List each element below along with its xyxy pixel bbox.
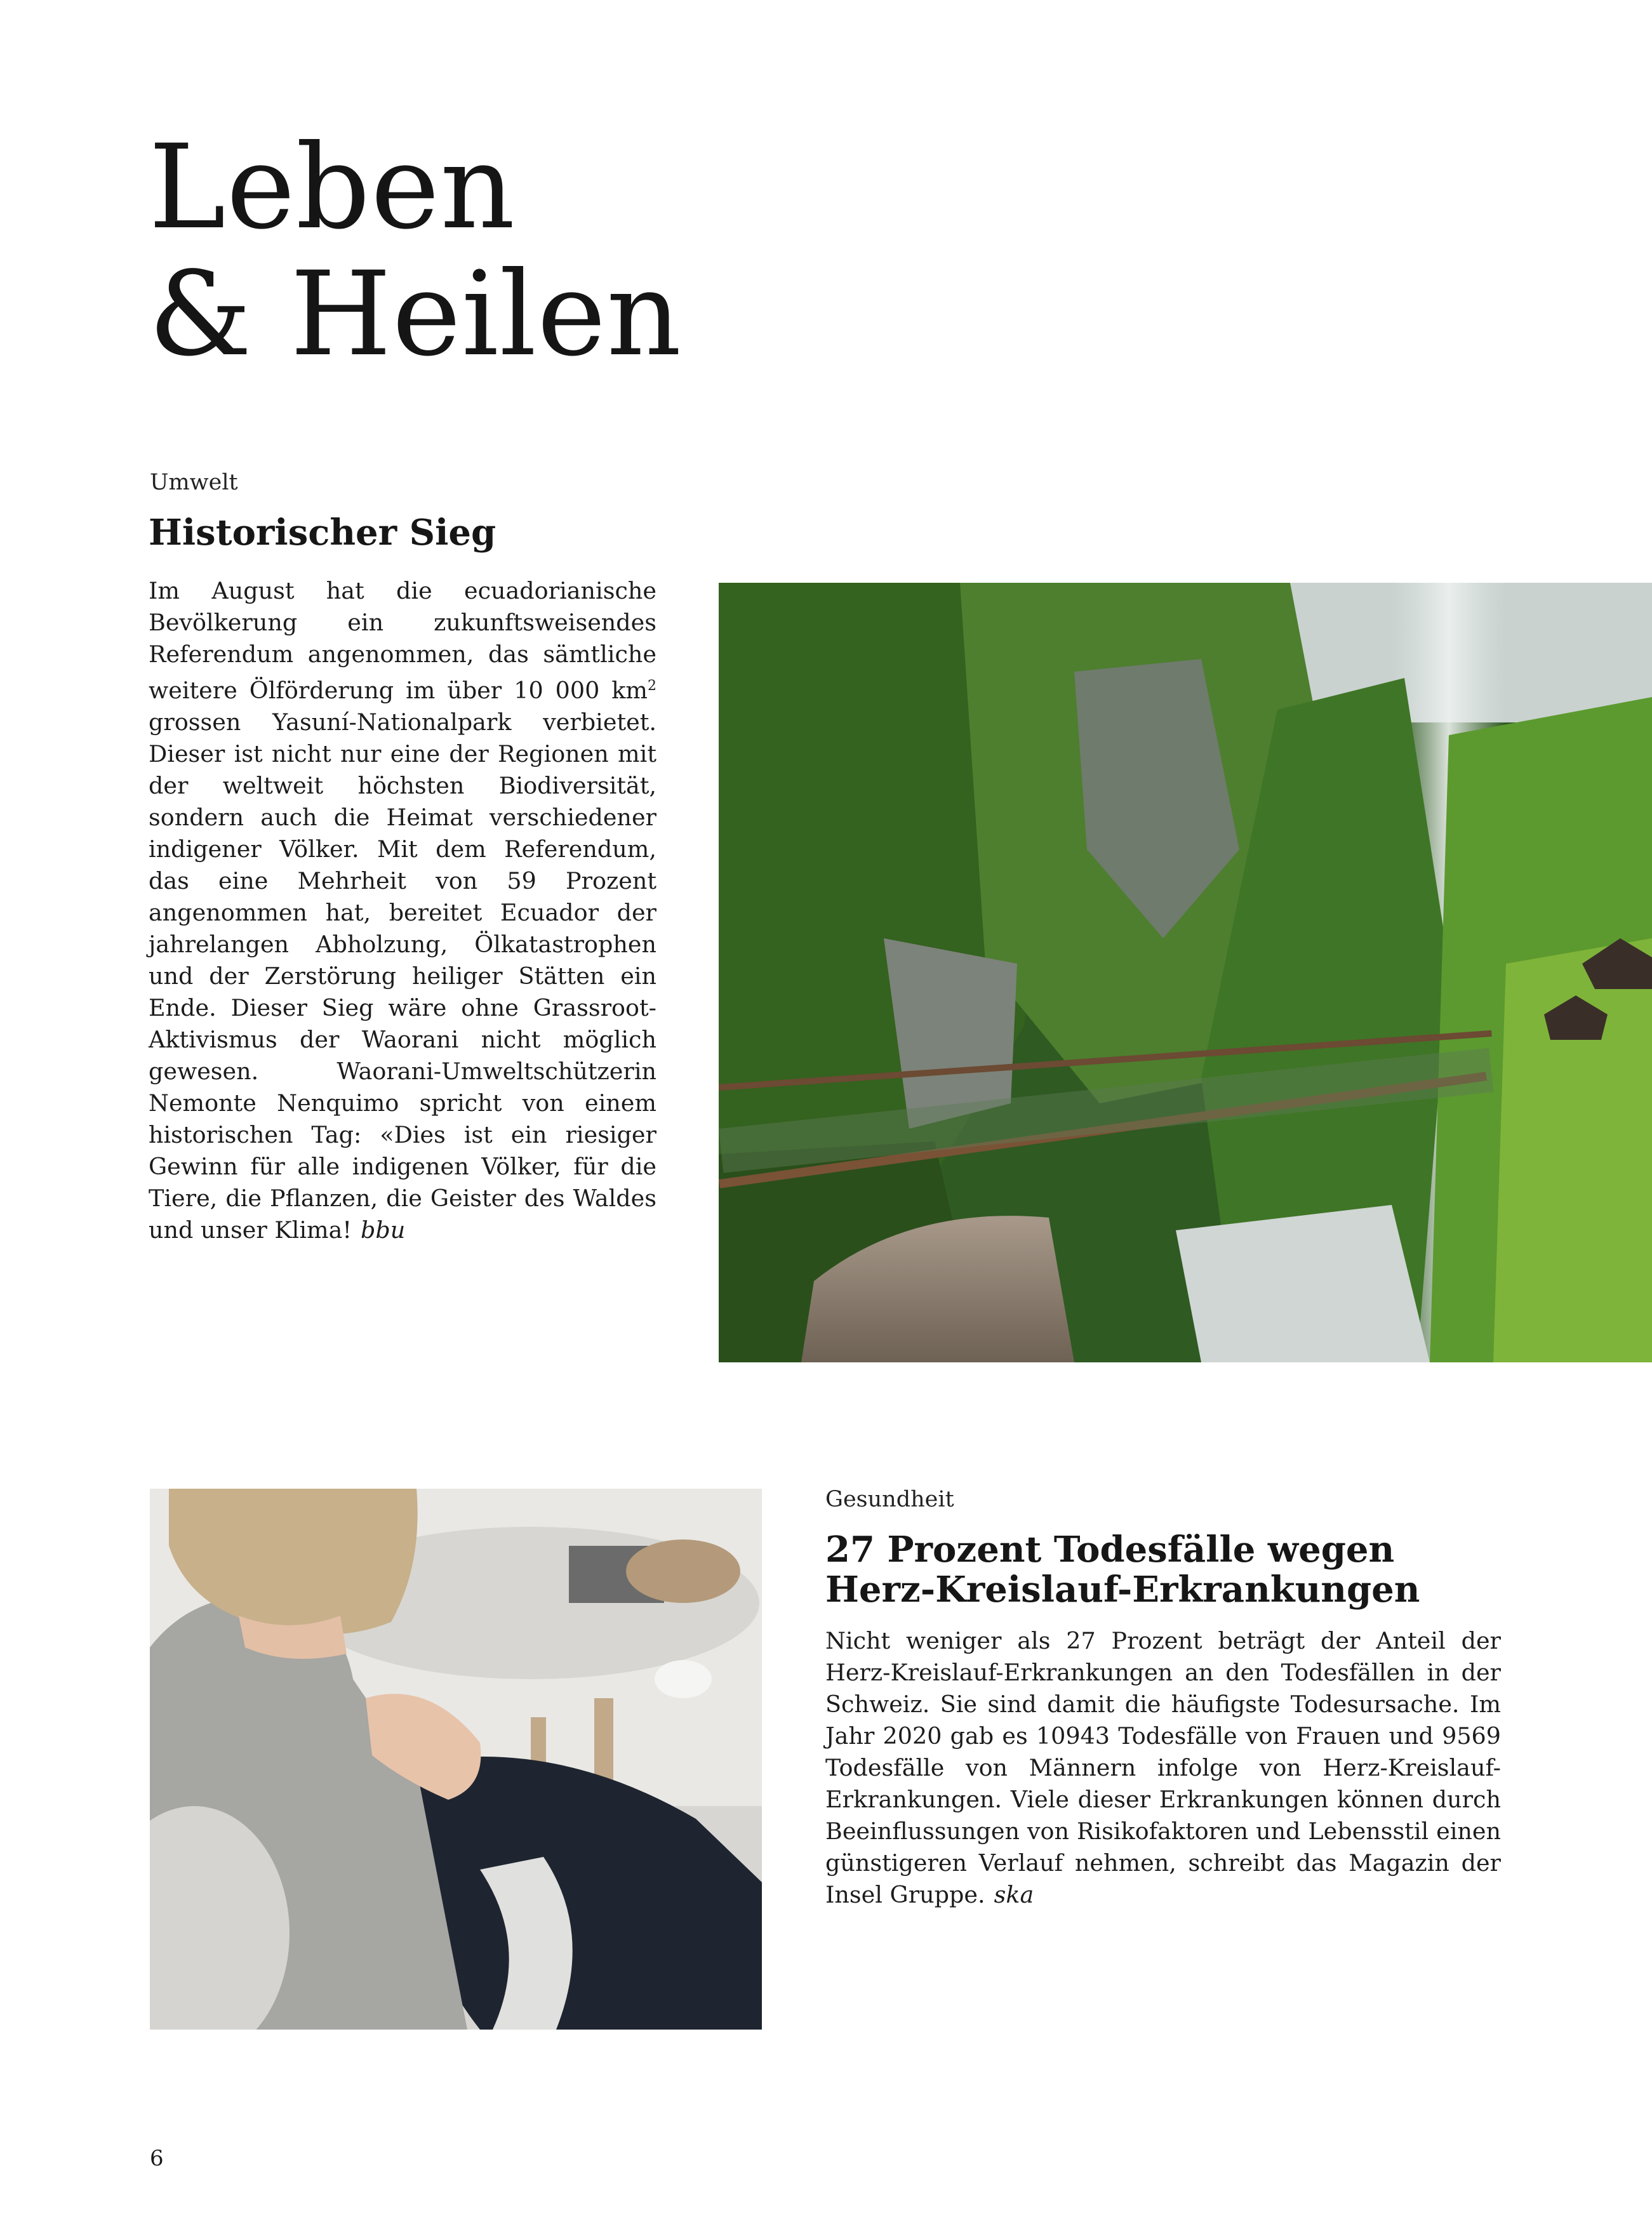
page-title	[149, 120, 847, 382]
article-1-headline: Historischer Sieg	[149, 512, 496, 554]
article-1-body-part-1: Im August hat die ecuadorianische Bevölkerung ein zukunftsweisendes Referendum angenommen, das sämtliche weitere Ölförderung im über 10 000 km	[149, 577, 656, 705]
article-2-headline	[825, 1530, 1524, 1610]
page-title-line-2: & Heilen	[149, 247, 683, 382]
article-2-headline-line-2: Herz-Kreislauf-Erkrankungen	[825, 1569, 1420, 1611]
article-1-rubric: Umwelt	[150, 470, 238, 495]
article-2-rubric: Gesundheit	[825, 1487, 954, 1512]
article-1-signature: bbu	[361, 1216, 406, 1244]
article-2-signature: ska	[994, 1881, 1034, 1908]
article-2-body-text: Nicht weniger als 27 Prozent beträgt der Anteil der Herz-Kreislauf-Erkrankungen an den Todesfällen in der Schweiz. Sie sind damit die häufigste Todesursache. Im Jahr 2020 gab es 10943 Todesfälle von Frauen und 9569 Todesfälle von Männern infolge von Herz-Kreislauf-Erkrankungen. Viele dieser Erkrankungen können durch Beeinflussungen von Risikofaktoren und Lebensstil einen günstigeren Verlauf nehmen, schreibt das Magazin der Insel Gruppe.	[825, 1627, 1501, 1908]
page-title-line-1: Leben	[149, 120, 516, 255]
woman-seated-photo	[150, 1489, 762, 2030]
rainforest-bridge-photo	[719, 583, 1652, 1362]
article-1-body-part-2: grossen Yasuní-Nationalpark verbietet. Dieser ist nicht nur eine der Regionen mit der weltweit höchsten Biodiversität, sondern auch die Heimat verschiedener indigener Völker. Mit dem Referendum, das eine Mehrheit von 59 Prozent angenommen hat, bereitet Ecuador der jahrelangen Abholzung, Ölkatastrophen und der Zerstörung heiliger Stätten ein Ende. Dieser Sieg wäre ohne Grassroot-Aktivismus der Waorani nicht möglich gewesen. Waorani-Umweltschützerin Nemonte Nenquimo spricht von einem historischen Tag: «Dies ist ein riesiger Gewinn für alle indigenen Völker, für die Tiere, die Pflanzen, die Geister des Waldes und unser Klima!	[149, 708, 656, 1244]
superscript-2: 2	[648, 678, 656, 694]
article-2-headline-line-1: 27 Prozent Todesfälle wegen	[825, 1529, 1395, 1571]
article-1-body	[149, 575, 656, 1246]
page-number: 6	[150, 2146, 164, 2171]
article-2-body	[825, 1625, 1501, 1911]
